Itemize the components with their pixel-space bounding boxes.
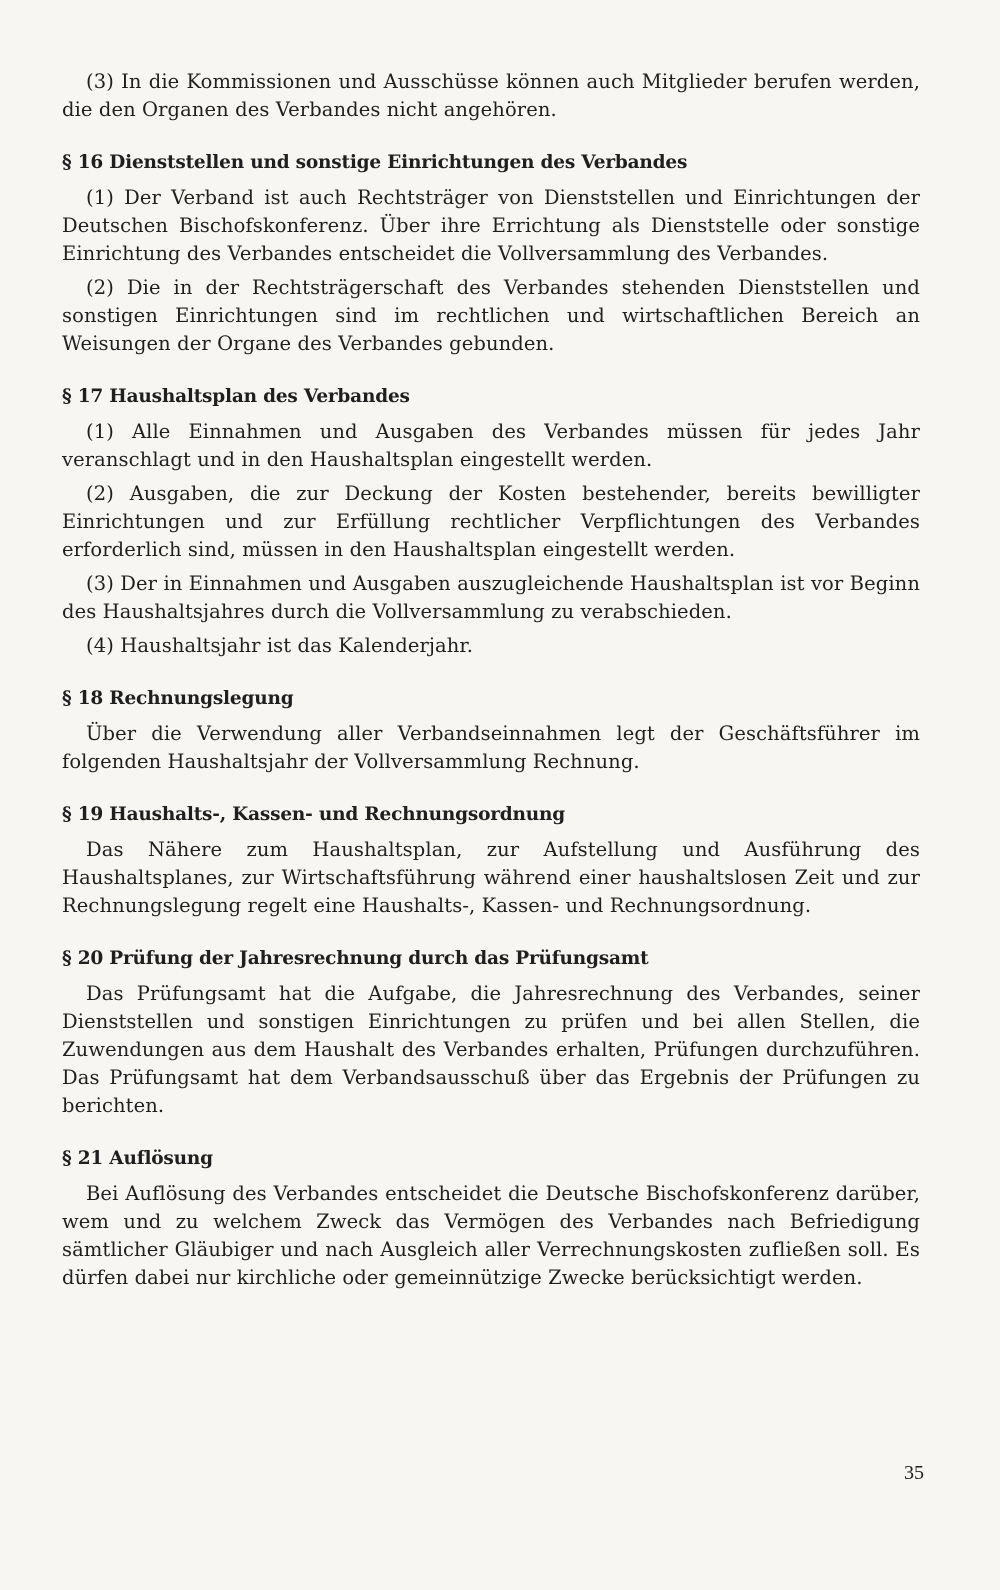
section-heading: § 16 Dienststellen und sonstige Einrichtungen des Verbandes — [62, 152, 688, 173]
section-21 — [62, 1146, 920, 1292]
section-paragraph: (1) Alle Einnahmen und Ausgaben des Verbandes müssen für jedes Jahr veranschlagt und in den Haushaltsplan eingestellt werden. — [62, 420, 920, 471]
section-17 — [62, 384, 920, 660]
section-heading: § 21 Auflösung — [62, 1148, 213, 1169]
section-paragraph: Das Nähere zum Haushaltsplan, zur Aufstellung und Ausführung des Haushaltsplanes, zur Wirtschaftsführung während einer haushaltslosen Zeit und zur Rechnungslegung regelt eine Haushalts-, Kassen- und Rechnungsordnung. — [62, 838, 920, 917]
intro-paragraph: (3) In die Kommissionen und Ausschüsse können auch Mitglieder berufen werden, die den Organen des Verbandes nicht angehören. — [62, 70, 920, 121]
section-18 — [62, 686, 920, 776]
section-paragraph: Das Prüfungsamt hat die Aufgabe, die Jahresrechnung des Verbandes, seiner Dienststellen und sonstigen Einrichtungen zu prüfen und bei allen Stellen, die Zuwendungen aus dem Haushalt des Verbandes erhalten, Prüfungen durchzuführen. Das Prüfungsamt hat dem Verbandsausschuß über das Ergebnis der Prüfungen zu berichten. — [62, 982, 920, 1117]
section-heading: § 17 Haushaltsplan des Verbandes — [62, 386, 410, 407]
page-number: 35 — [904, 1462, 924, 1484]
section-16 — [62, 150, 920, 358]
section-paragraph: (1) Der Verband ist auch Rechtsträger von Dienststellen und Einrichtungen der Deutschen Bischofskonferenz. Über ihre Errichtung als Dienststelle oder sonstige Einrichtung des Verbandes entscheidet die Vollversammlung des Verbandes. — [62, 186, 920, 265]
section-paragraph: (4) Haushaltsjahr ist das Kalenderjahr. — [86, 634, 474, 657]
section-paragraph: Über die Verwendung aller Verbandseinnahmen legt der Geschäftsführer im folgenden Haushaltsjahr der Vollversammlung Rechnung. — [62, 722, 920, 773]
section-paragraph: (3) Der in Einnahmen und Ausgaben auszugleichende Haushaltsplan ist vor Beginn des Haushaltsjahres durch die Vollversammlung zu verabschieden. — [62, 572, 920, 623]
section-19 — [62, 802, 920, 920]
document-page — [62, 68, 920, 1292]
section-20 — [62, 946, 920, 1120]
section-heading: § 20 Prüfung der Jahresrechnung durch das Prüfungsamt — [62, 948, 649, 969]
section-paragraph: (2) Die in der Rechtsträgerschaft des Verbandes stehenden Dienststellen und sonstigen Einrichtungen sind im rechtlichen und wirtschaftlichen Bereich an Weisungen der Organe des Verbandes gebunden. — [62, 276, 920, 355]
section-paragraph: (2) Ausgaben, die zur Deckung der Kosten bestehender, bereits bewilligter Einrichtungen und zur Erfüllung rechtlicher Verpflichtungen des Verbandes erforderlich sind, müssen in den Haushaltsplan eingestellt werden. — [62, 482, 920, 561]
section-heading: § 18 Rechnungslegung — [62, 688, 294, 709]
section-heading: § 19 Haushalts-, Kassen- und Rechnungsordnung — [62, 804, 566, 825]
section-paragraph: Bei Auflösung des Verbandes entscheidet die Deutsche Bischofskonferenz darüber, wem und zu welchem Zweck das Vermögen des Verbandes nach Befriedigung sämtlicher Gläubiger und nach Ausgleich aller Verrechnungskosten zufließen soll. Es dürfen dabei nur kirchliche oder gemeinnützige Zwecke berücksichtigt werden. — [62, 1182, 920, 1289]
